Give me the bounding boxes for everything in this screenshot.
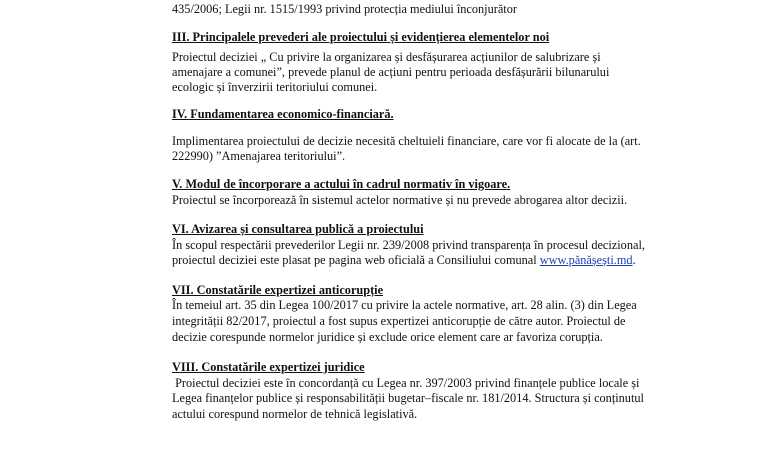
- paragraph-line: integrității 82/2017, proiectul a fost supus expertizei anticorupție de către autor. Proiectul de: [172, 314, 626, 328]
- paragraph-line: În temeiul art. 35 din Legea 100/2017 cu privire la actele normative, art. 28 alin. (3) din Legea: [172, 298, 637, 312]
- paragraph-line: [172, 253, 636, 267]
- paragraph-line: amenajare a comunei”, prevede planul de acțiuni pentru perioada desfășurării bilunarului: [172, 65, 610, 79]
- paragraph-text: proiectul deciziei este plasat pe pagina web oficială a Consiliului comunal: [172, 253, 540, 267]
- paragraph-line: ecologic și înverzirii teritoriului comunei.: [172, 80, 378, 94]
- paragraph-line: Proiectul deciziei „ Cu privire la organizarea și desfășurarea acțiunilor de salubrizare și: [172, 50, 601, 64]
- paragraph-line: Implimentarea proiectului de decizie necesită cheltuieli financiare, care vor fi alocate de la (art.: [172, 134, 641, 148]
- paragraph-line: Proiectul se încorporează în sistemul actelor normative și nu prevede abrogarea altor decizii.: [172, 193, 628, 207]
- paragraph-line: actului corespund normelor de tehnică legislativă.: [172, 407, 418, 421]
- heading-section-5: V. Modul de încorporare a actului în cadrul normativ în vigoare.: [172, 177, 511, 191]
- top-line: 435/2006; Legii nr. 1515/1993 privind protecția mediului înconjurător: [172, 2, 517, 16]
- heading-section-7: VII. Constatările expertizei anticorupție: [172, 283, 384, 297]
- paragraph-line: În scopul respectării prevederilor Legii nr. 239/2008 privind transparența în procesul decizional,: [172, 238, 645, 252]
- website-link[interactable]: www.pănășești.md: [539, 253, 633, 267]
- paragraph-line: 222990) ”Amenajarea teritoriului”.: [172, 149, 346, 163]
- heading-section-3: III. Principalele prevederi ale proiectului și evidențierea elementelor noi: [172, 30, 550, 44]
- paragraph-line: decizie corespunde normelor juridice și exclude orice element care ar favoriza corupția.: [172, 330, 603, 344]
- heading-section-6: VI. Avizarea și consultarea publică a proiectului: [172, 222, 424, 236]
- paragraph-line: Proiectul deciziei este în concordanță cu Legea nr. 397/2003 privind finanțele publice locale și: [172, 376, 640, 390]
- paragraph-line: Legea finanțelor publice și responsabilității bugetar–fiscale nr. 181/2014. Structura și conținutul: [172, 391, 644, 405]
- heading-section-4: IV. Fundamentarea economico-financiară.: [172, 107, 394, 121]
- heading-section-8: VIII. Constatările expertizei juridice: [172, 360, 365, 374]
- paragraph-text: .: [632, 253, 636, 267]
